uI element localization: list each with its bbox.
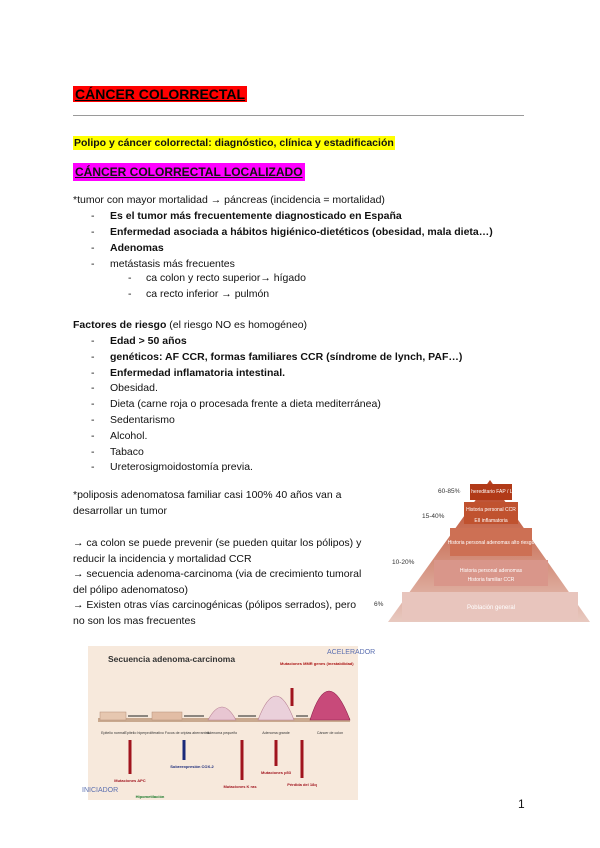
level-label-1: CCR hereditario FAP / Lynch xyxy=(459,489,523,495)
arrow-note-line: reducir la incidencia y mortalidad CCR xyxy=(73,553,252,565)
subtitle: Polipo y cáncer colorrectal: diagnóstico, clínica y estadificación xyxy=(74,137,394,149)
section-heading: CÁNCER COLORRECTAL LOCALIZADO xyxy=(75,165,303,179)
accelerator-label: ACELERADOR xyxy=(327,649,376,656)
risk-bullet-dash: - xyxy=(91,429,95,442)
marker-apc: Mutaciones APC xyxy=(114,778,146,783)
risk-heading: Factores de riesgo xyxy=(73,319,167,331)
sequence-title: Secuencia adenoma-carcinoma xyxy=(108,654,236,664)
stage-label-4: Adenoma grande xyxy=(262,731,290,735)
intro-bullet-item: metástasis más frecuentes xyxy=(110,258,235,270)
risk-bullet-dash: - xyxy=(91,350,95,363)
intro-bullet-item: Adenomas xyxy=(110,242,164,254)
risk-bullet-dash: - xyxy=(91,461,95,474)
risk-bullet-dash: - xyxy=(91,398,95,411)
risk-bullet-dash: - xyxy=(91,445,95,458)
normal-epithelium-shape xyxy=(100,712,126,720)
level-label-2: Historia personal CCR xyxy=(466,507,516,513)
hyperproliferative-shape xyxy=(152,712,182,720)
risk-bullet-item: genéticos: AF CCR, formas familiares CCR (síndrome de lynch, PAF…) xyxy=(110,350,463,363)
risk-bullet-item: Obesidad. xyxy=(110,382,158,395)
figure-background xyxy=(88,646,358,800)
risk-bullet-item: Tabaco xyxy=(110,445,144,458)
risk-note: (el riesgo NO es homogéneo) xyxy=(166,319,308,331)
pct-1: 60-85% xyxy=(438,488,461,495)
initiator-label: INICIADOR xyxy=(82,787,119,794)
level-label-3: EII inflamatoria xyxy=(474,518,508,524)
pct-2: 15-40% xyxy=(422,513,445,520)
intro-bullet-item: Enfermedad asociada a hábitos higiénico-dietéticos (obesidad, mala dieta…) xyxy=(110,226,493,238)
pct-4: 6% xyxy=(374,601,384,608)
risk-bullet-item: Edad > 50 años xyxy=(110,335,187,347)
marker-p53: Mutaciones p53 xyxy=(260,770,292,775)
risk-bullet-item: Ureterosigmoidostomía previa. xyxy=(110,461,253,474)
intro-bullet-dash: - xyxy=(91,258,95,270)
level-label-7: Población general xyxy=(466,605,516,611)
meta-bullet-dash: - xyxy=(128,272,132,284)
arrow-note-line: del pólipo adenomatoso) xyxy=(73,584,188,596)
level-label-6: Historia familiar CCR xyxy=(467,577,515,583)
risk-bullet-item: Dieta (carne roja o procesada frente a dieta mediterránea) xyxy=(110,398,381,411)
intro-line: *tumor con mayor mortalidad → páncreas (incidencia = mortalidad) xyxy=(73,194,385,206)
pct-3: 10-20% xyxy=(392,559,415,566)
risk-bullet-item: Alcohol. xyxy=(110,429,148,442)
marker-18q: Pérdida del 18q xyxy=(287,782,317,787)
title-divider xyxy=(73,115,524,116)
meta-bullet-dash: - xyxy=(128,288,132,300)
page-number: 1 xyxy=(518,797,525,811)
arrow-note-line: → Existen otras vías carcinogénicas (pólipos serrados), pero xyxy=(73,599,357,611)
stage-label-2: Epitelio hiperproliferativo Focos de criptas aberrantes xyxy=(124,731,210,735)
adenoma-carcinoma-figure xyxy=(80,642,376,804)
fap-note-line-2: desarrollar un tumor xyxy=(73,505,167,517)
meta-bullet-item: ca recto inferior → pulmón xyxy=(146,288,270,300)
intro-bullet-item: Es el tumor más frecuentemente diagnosticado en España xyxy=(110,210,402,222)
risk-bullet-dash: - xyxy=(91,366,95,379)
arrow-note-line: no son los mas frecuentes xyxy=(73,615,196,627)
risk-bullet-item: Enfermedad inflamatoria intestinal. xyxy=(110,366,286,379)
arrow-note-line: → ca colon se puede prevenir (se pueden quitar los pólipos) y xyxy=(73,537,362,549)
risk-bullet-dash: - xyxy=(91,335,95,347)
level-label-4: Historia personal adenomas alto riesgo xyxy=(447,540,535,546)
fap-note-line-1: *poliposis adenomatosa familiar casi 100% 40 años van a xyxy=(73,489,342,501)
arrow-note-line: → secuencia adenoma-carcinoma (via de crecimiento tumoral xyxy=(73,568,362,580)
risk-heading-line xyxy=(73,319,307,332)
stage-label-1: Epitelio normal xyxy=(101,731,125,735)
stage-label-3: Adenoma pequeño xyxy=(206,731,238,735)
meta-bullet-item: ca colon y recto superior→ hígado xyxy=(146,272,306,284)
hypomethylation-label: Hipometilación xyxy=(135,794,165,799)
marker-kras: Mutaciones K ras xyxy=(223,784,257,789)
risk-bullet-dash: - xyxy=(91,414,95,426)
stage-label-5: Cáncer de colon xyxy=(316,731,344,735)
risk-bullet-item: Sedentarismo xyxy=(110,414,175,426)
intro-bullet-dash: - xyxy=(91,242,95,254)
marker-cox2: Sobreexpresión COX-2 xyxy=(170,764,214,769)
risk-pyramid-figure xyxy=(372,478,594,624)
intro-bullet-dash: - xyxy=(91,226,95,238)
document-title: CÁNCER COLORRECTAL xyxy=(75,86,246,102)
risk-bullet-dash: - xyxy=(91,382,95,395)
mmr-label: Mutaciones MMR genes (inestabilidad) xyxy=(280,661,354,666)
level-label-5: Historia personal adenomas xyxy=(459,568,523,574)
intro-bullet-dash: - xyxy=(91,210,95,222)
